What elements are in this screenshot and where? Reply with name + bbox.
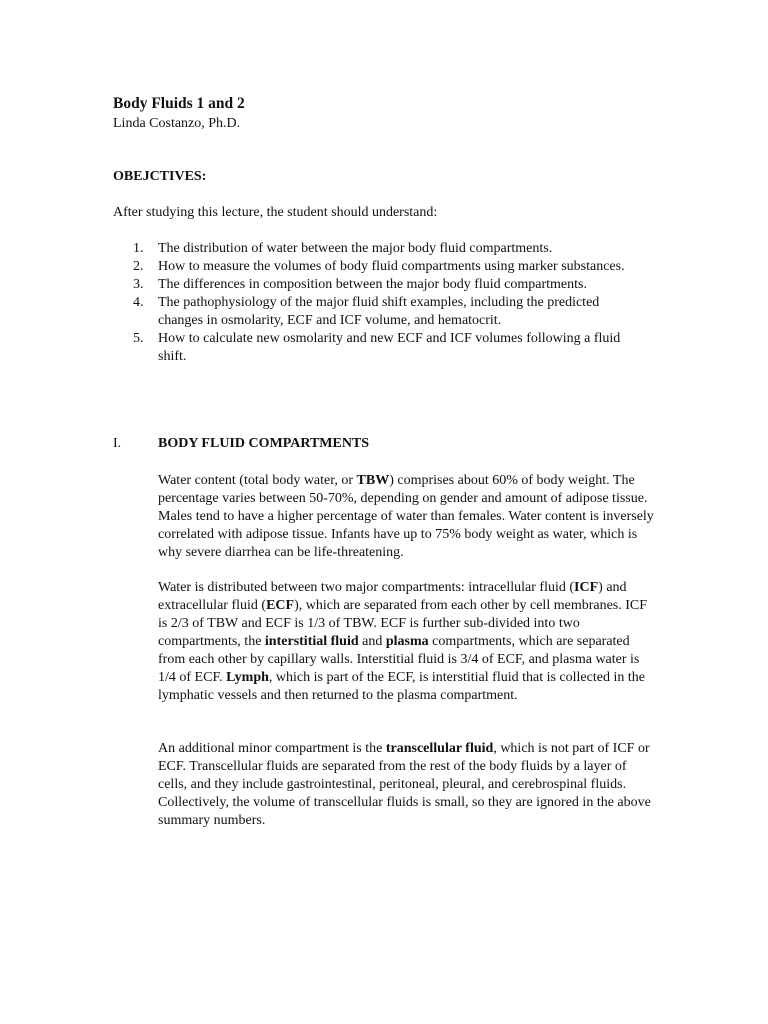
paragraph-text: compartments, which are separated from each other by capillary walls. Interstitial fluid is 3/4 of ECF, and plasma water is 1/4 of ECF.: [158, 634, 640, 685]
paragraph-transcellular-fluid: [158, 740, 658, 830]
section-heading-body-fluid-compartments: [113, 436, 369, 452]
objective-item: [113, 330, 643, 366]
objective-text: How to measure the volumes of body fluid compartments using marker substances.: [158, 259, 625, 274]
paragraph-text: Water is distributed between two major compartments: intracellular fluid (: [158, 580, 575, 595]
objective-number: 1.: [133, 241, 144, 256]
objective-text: The pathophysiology of the major fluid shift examples, including the predicted changes in osmolarity, ECF and ICF volume, and hematocrit.: [158, 295, 600, 328]
objective-text: The differences in composition between the major body fluid compartments.: [158, 277, 587, 292]
objective-item: [113, 276, 643, 294]
paragraph-text: Water content (total body water, or: [158, 473, 357, 488]
objective-number: 3.: [133, 277, 144, 292]
paragraph-text: ), which are separated from each other by cell membranes. ICF is 2/3 of TBW and ECF is 1/3 of TBW. ECF is further sub-divided into two compartments, the: [158, 598, 648, 649]
objective-text: The distribution of water between the major body fluid compartments.: [158, 241, 553, 256]
objective-item: [113, 258, 643, 276]
paragraph-text: and: [358, 634, 386, 649]
term-interstitial-fluid: interstitial fluid: [264, 634, 359, 649]
section-title: BODY FLUID COMPARTMENTS: [158, 436, 370, 451]
term-transcellular-fluid: transcellular fluid: [385, 741, 494, 756]
objectives-intro: After studying this lecture, the student should understand:: [113, 205, 438, 220]
objective-number: 4.: [133, 295, 144, 310]
term-ecf: ECF: [266, 598, 295, 613]
paragraph-total-body-water: [158, 472, 658, 562]
document-title: Body Fluids 1 and 2: [113, 95, 245, 112]
paragraph-text: , which is part of the ECF, is interstitial fluid that is collected in the lymphatic vessels and then returned to the plasma compartment.: [158, 670, 645, 703]
term-tbw: TBW: [356, 473, 390, 488]
section-number: I.: [113, 436, 122, 451]
objectives-list: [113, 240, 643, 366]
objective-item: [113, 240, 643, 258]
objective-item: [113, 294, 643, 330]
paragraph-text: An additional minor compartment is the: [158, 741, 386, 756]
objectives-heading: OBEJCTIVES:: [113, 169, 207, 184]
paragraph-water-distribution: [158, 579, 658, 705]
document-author: Linda Costanzo, Ph.D.: [113, 116, 241, 131]
objective-number: 5.: [133, 331, 144, 346]
paragraph-text: ) and extracellular fluid (: [158, 580, 627, 613]
objective-number: 2.: [133, 259, 144, 274]
term-plasma: plasma: [385, 634, 429, 649]
term-icf: ICF: [574, 580, 599, 595]
paragraph-text: ) comprises about 60% of body weight. The percentage varies between 50-70%, depending on gender and amount of adipose tissue. Males tend to have a higher percentage of water than females. Water content is inversely correlated with adipose tissue. Infants have up to 75% body weight as water, which is why severe diarrhea can be life-threatening.: [158, 473, 654, 560]
term-lymph: Lymph: [226, 670, 269, 685]
objective-text: How to calculate new osmolarity and new ECF and ICF volumes following a fluid shift.: [158, 331, 621, 364]
paragraph-text: , which is not part of ICF or ECF. Transcellular fluids are separated from the rest of the body fluids by a layer of cells, and they include gastrointestinal, peritoneal, pleural, and cerebrospinal fluids. Collectively, the volume of transcellular fluids is small, so they are ignored in the above summary numbers.: [158, 741, 651, 828]
